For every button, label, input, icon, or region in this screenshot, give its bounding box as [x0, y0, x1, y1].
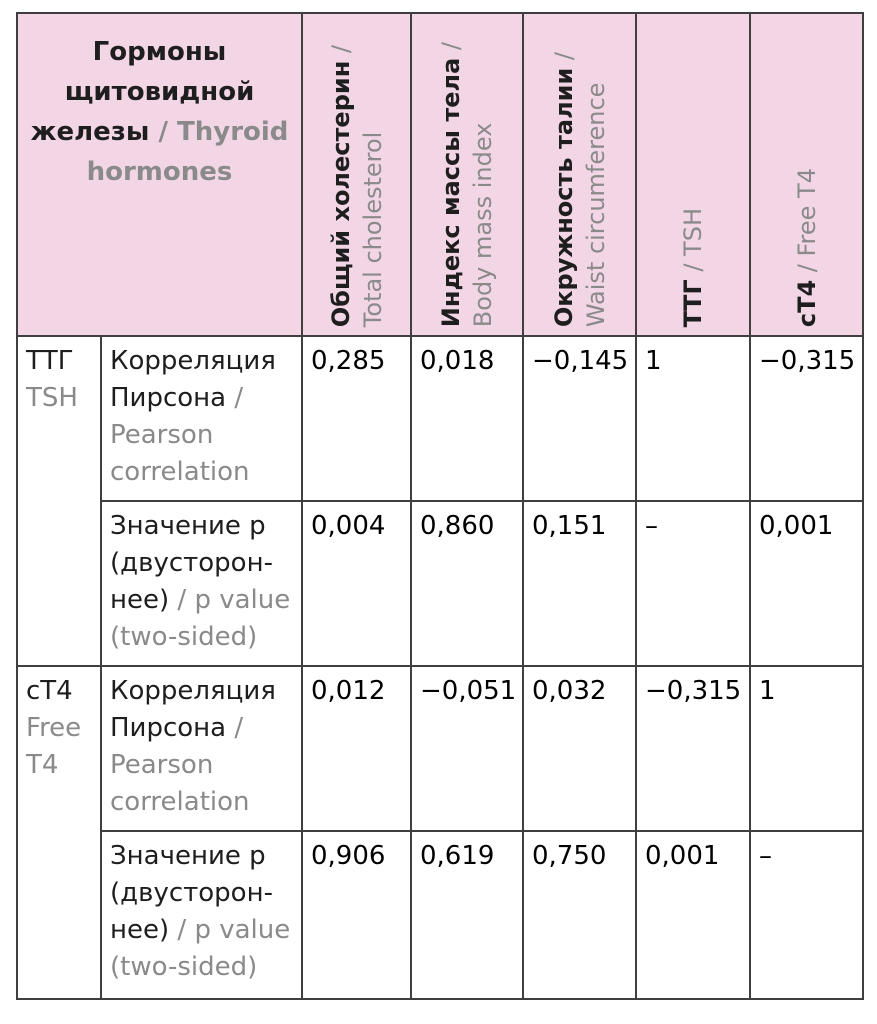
cell-value: 0,001	[759, 511, 834, 541]
row-label-ru: Значение p (двусторон-нее)	[110, 841, 273, 945]
table-cell	[412, 832, 524, 1000]
cell-value: 1	[759, 676, 776, 706]
cell-value: 0,001	[645, 841, 720, 871]
row-label-ru: Значение p (двусторон-нее)	[110, 511, 273, 615]
col-separator: /	[549, 51, 578, 68]
row-label-ru: Корреляция Пирсона	[110, 676, 276, 743]
cell-value: 0,750	[532, 841, 607, 871]
table-cell	[524, 337, 637, 502]
col-separator: /	[326, 44, 355, 61]
table-cell	[751, 337, 864, 502]
corner-label-ru: Гормоны щитовидной железы	[30, 37, 255, 147]
group-label-ru: ТТГ	[26, 346, 74, 376]
row-separator: /	[226, 383, 244, 413]
cell-value: 0,285	[311, 346, 386, 376]
group-label-ru: сТ4	[26, 676, 73, 706]
row-label-en: Pearson correlation	[110, 750, 250, 817]
cell-value: −0,145	[532, 346, 629, 376]
cell-value: 0,151	[532, 511, 607, 541]
thyroid-correlation-table	[16, 12, 864, 1000]
table-cell	[637, 502, 751, 667]
column-header-free-t4	[751, 14, 864, 337]
cell-value: 0,032	[532, 676, 607, 706]
col-label-en: Free T4	[792, 167, 821, 257]
cell-value: 0,860	[420, 511, 495, 541]
header-corner	[18, 14, 303, 337]
table-cell	[303, 502, 412, 667]
table-cell	[303, 337, 412, 502]
col-label-en: TSH	[679, 207, 707, 256]
row-separator: /	[169, 915, 195, 945]
cell-value: –	[759, 841, 772, 871]
row-separator: /	[169, 585, 195, 615]
table-cell	[751, 832, 864, 1000]
cell-value: −0,315	[759, 346, 856, 376]
cell-value: 0,906	[311, 841, 386, 871]
cell-value: −0,315	[645, 676, 742, 706]
group-label-en: Free T4	[26, 713, 82, 780]
row-separator: /	[226, 713, 244, 743]
col-separator: /	[792, 256, 821, 280]
table-cell	[412, 667, 524, 832]
col-label-en: Waist circumference	[581, 82, 610, 327]
cell-value: 0,018	[420, 346, 495, 376]
column-header-body-mass-index	[412, 14, 524, 337]
table-cell	[637, 337, 751, 502]
table-cell	[524, 832, 637, 1000]
group-label-free-t4	[18, 667, 102, 1000]
col-label-ru: Общий холестерин	[326, 60, 355, 327]
col-label-ru: Окружность талии	[549, 67, 578, 327]
row-label-p-value	[102, 502, 303, 667]
table-cell	[524, 667, 637, 832]
cell-value: 0,619	[420, 841, 495, 871]
column-header-tsh	[637, 14, 751, 337]
col-label-ru: сТ4	[792, 279, 821, 327]
table-cell	[751, 667, 864, 832]
corner-label-en: Thyroid hormones	[86, 117, 289, 187]
row-label-en: p value (two-sided)	[110, 915, 291, 982]
row-label-pearson	[102, 337, 303, 502]
table-cell	[412, 502, 524, 667]
col-label-ru: ТТГ	[679, 278, 707, 327]
table-cell	[637, 832, 751, 1000]
cell-value: 0,012	[311, 676, 386, 706]
row-label-p-value	[102, 832, 303, 1000]
cell-value: −0,051	[420, 676, 517, 706]
col-separator: /	[679, 255, 707, 279]
row-label-en: p value (two-sided)	[110, 585, 291, 652]
table-cell	[303, 832, 412, 1000]
table-cell	[303, 667, 412, 832]
col-label-en: Body mass index	[469, 122, 497, 327]
group-label-en: TSH	[26, 383, 78, 413]
cell-value: –	[645, 511, 658, 541]
row-label-pearson	[102, 667, 303, 832]
row-label-ru: Корреляция Пирсона	[110, 346, 276, 413]
table-cell	[637, 667, 751, 832]
corner-separator: /	[149, 117, 177, 147]
col-label-en: Total cholesterol	[358, 131, 387, 327]
group-label-tsh	[18, 337, 102, 667]
col-separator: /	[437, 41, 465, 58]
cell-value: 1	[645, 346, 662, 376]
column-header-total-cholesterol	[303, 14, 412, 337]
column-header-waist-circumference	[524, 14, 637, 337]
cell-value: 0,004	[311, 511, 386, 541]
col-label-ru: Индекс массы тела	[437, 57, 465, 327]
table-cell	[412, 337, 524, 502]
row-label-en: Pearson correlation	[110, 420, 250, 487]
table-cell	[524, 502, 637, 667]
table-cell	[751, 502, 864, 667]
